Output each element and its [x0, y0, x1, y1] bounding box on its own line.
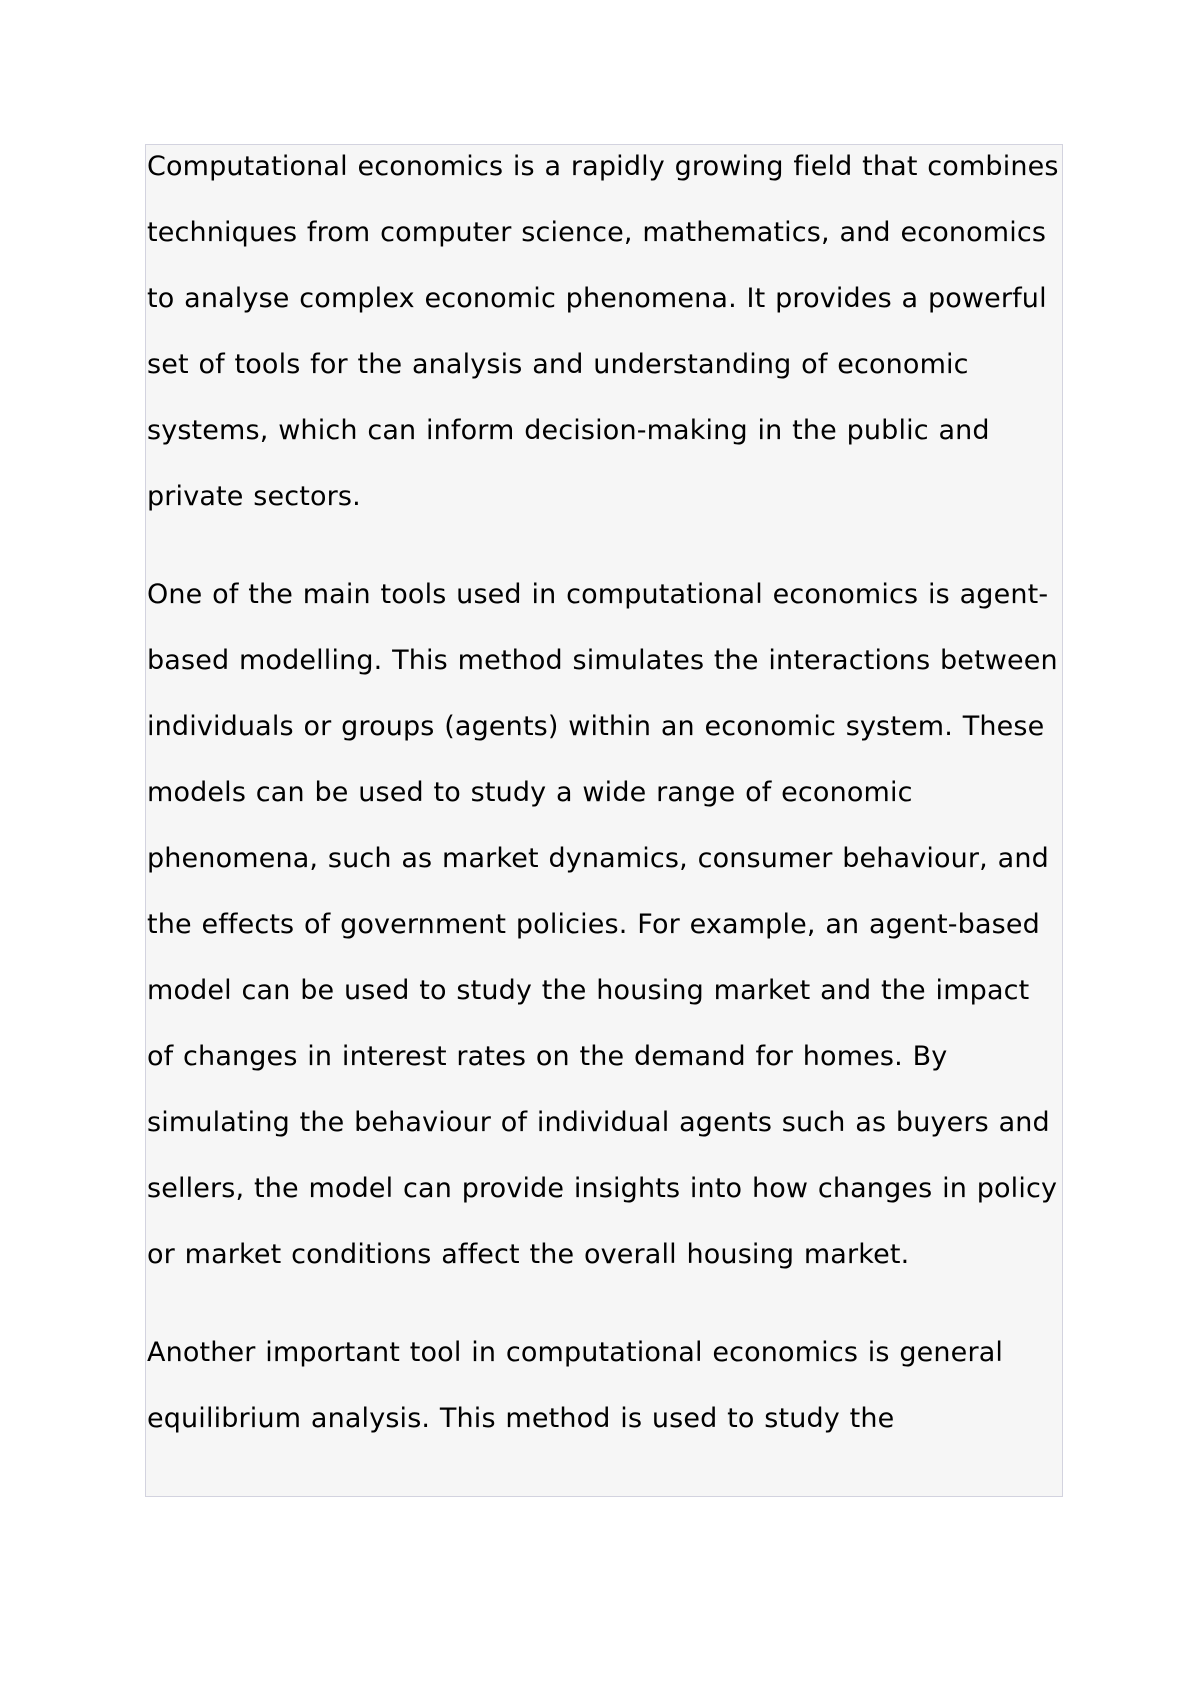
document-text-frame — [145, 144, 1063, 1497]
paragraph-agent-based-modelling: One of the main tools used in computational economics is agent-based modelling. This method simulates the interactions between individuals or groups (agents) within an economic system. These models can be used to study a wide range of economic phenomena, such as market dynamics, consumer behaviour, and the effects of government policies. For example, an agent-based model can be used to study the housing market and the impact of changes in interest rates on the demand for homes. By simulating the behaviour of individual agents such as buyers and sellers, the model can provide insights into how changes in policy or market conditions affect the overall housing market. — [147, 579, 1058, 1270]
paragraph-intro: Computational economics is a rapidly growing field that combines techniques from computer science, mathematics, and economics to analyse complex economic phenomena. It provides a powerful set of tools for the analysis and understanding of economic systems, which can inform decision-making in the public and private sectors. — [147, 151, 1059, 512]
paragraph-general-equilibrium: Another important tool in computational economics is general equilibrium analysis. This method is used to study the — [147, 1337, 1004, 1434]
